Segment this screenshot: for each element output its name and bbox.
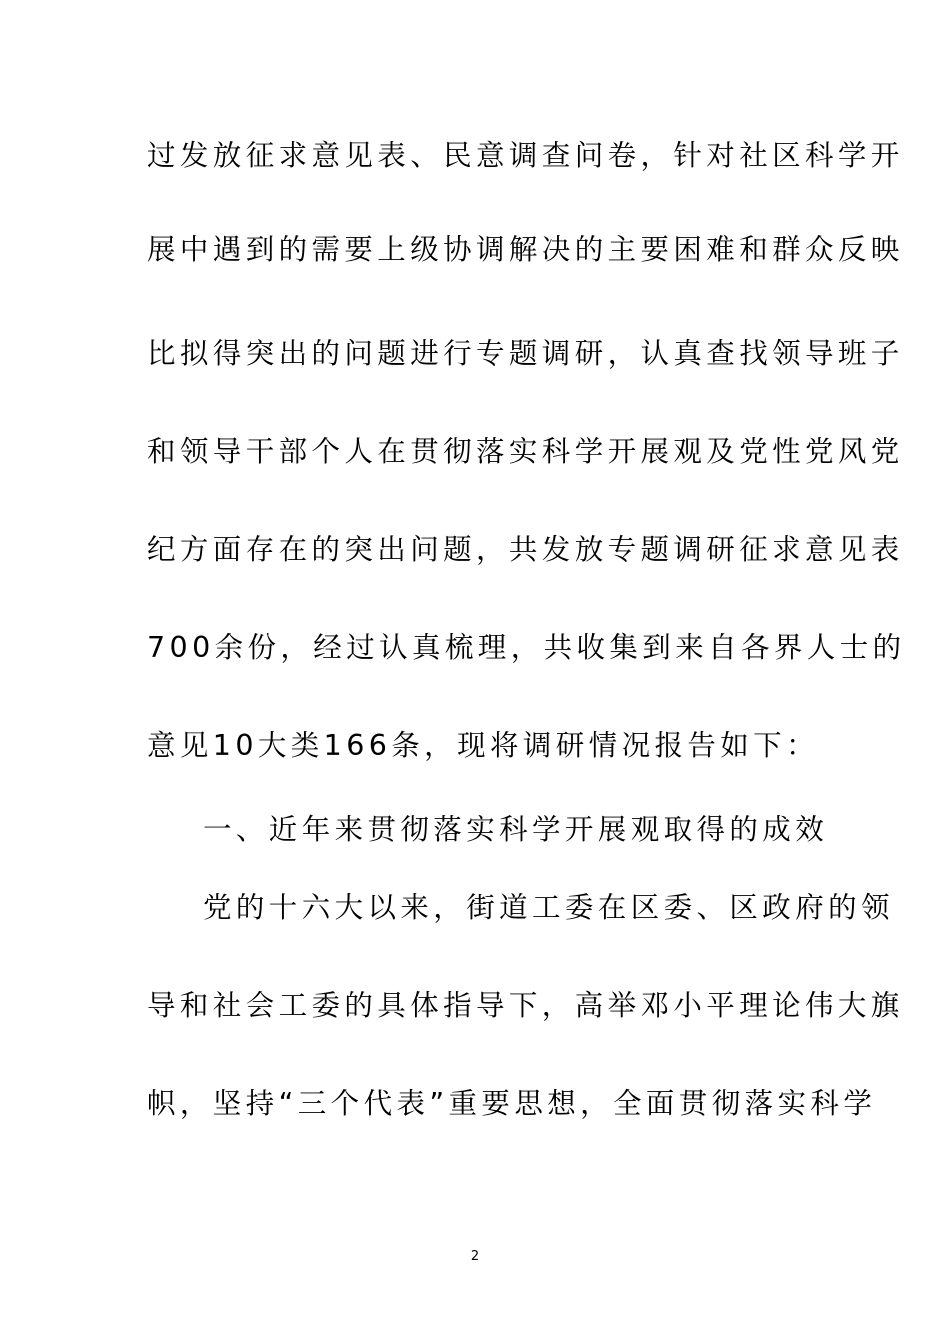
body-text-line: 帜，坚持“三个代表”重要思想，全面贯彻落实科学 (147, 1087, 877, 1120)
body-text-line: 纪方面存在的突出问题，共发放专题调研征求意见表 (147, 533, 904, 566)
body-text-line: 比拟得突出的问题进行专题调研，认真查找领导班子 (147, 337, 904, 370)
page-number: 2 (470, 1249, 480, 1264)
body-text-line: 展中遇到的需要上级协调解决的主要困难和群众反映 (147, 233, 904, 266)
body-text-line: 意见10大类166条，现将调研情况报告如下： (147, 729, 819, 762)
section-heading: 一、近年来贯彻落实科学开展观取得的成效 (203, 813, 829, 846)
body-text-line: 导和社会工委的具体指导下，高举邓小平理论伟大旗 (147, 989, 904, 1022)
body-text-line: 700余份，经过认真梳理，共收集到来自各界人士的 (147, 631, 906, 664)
paragraph-first-line: 党的十六大以来，街道工委在区委、区政府的领 (203, 891, 894, 924)
body-text-line: 过发放征求意见表、民意调查问卷，针对社区科学开 (147, 139, 904, 172)
body-text-line: 和领导干部个人在贯彻落实科学开展观及党性党风党 (147, 435, 904, 468)
